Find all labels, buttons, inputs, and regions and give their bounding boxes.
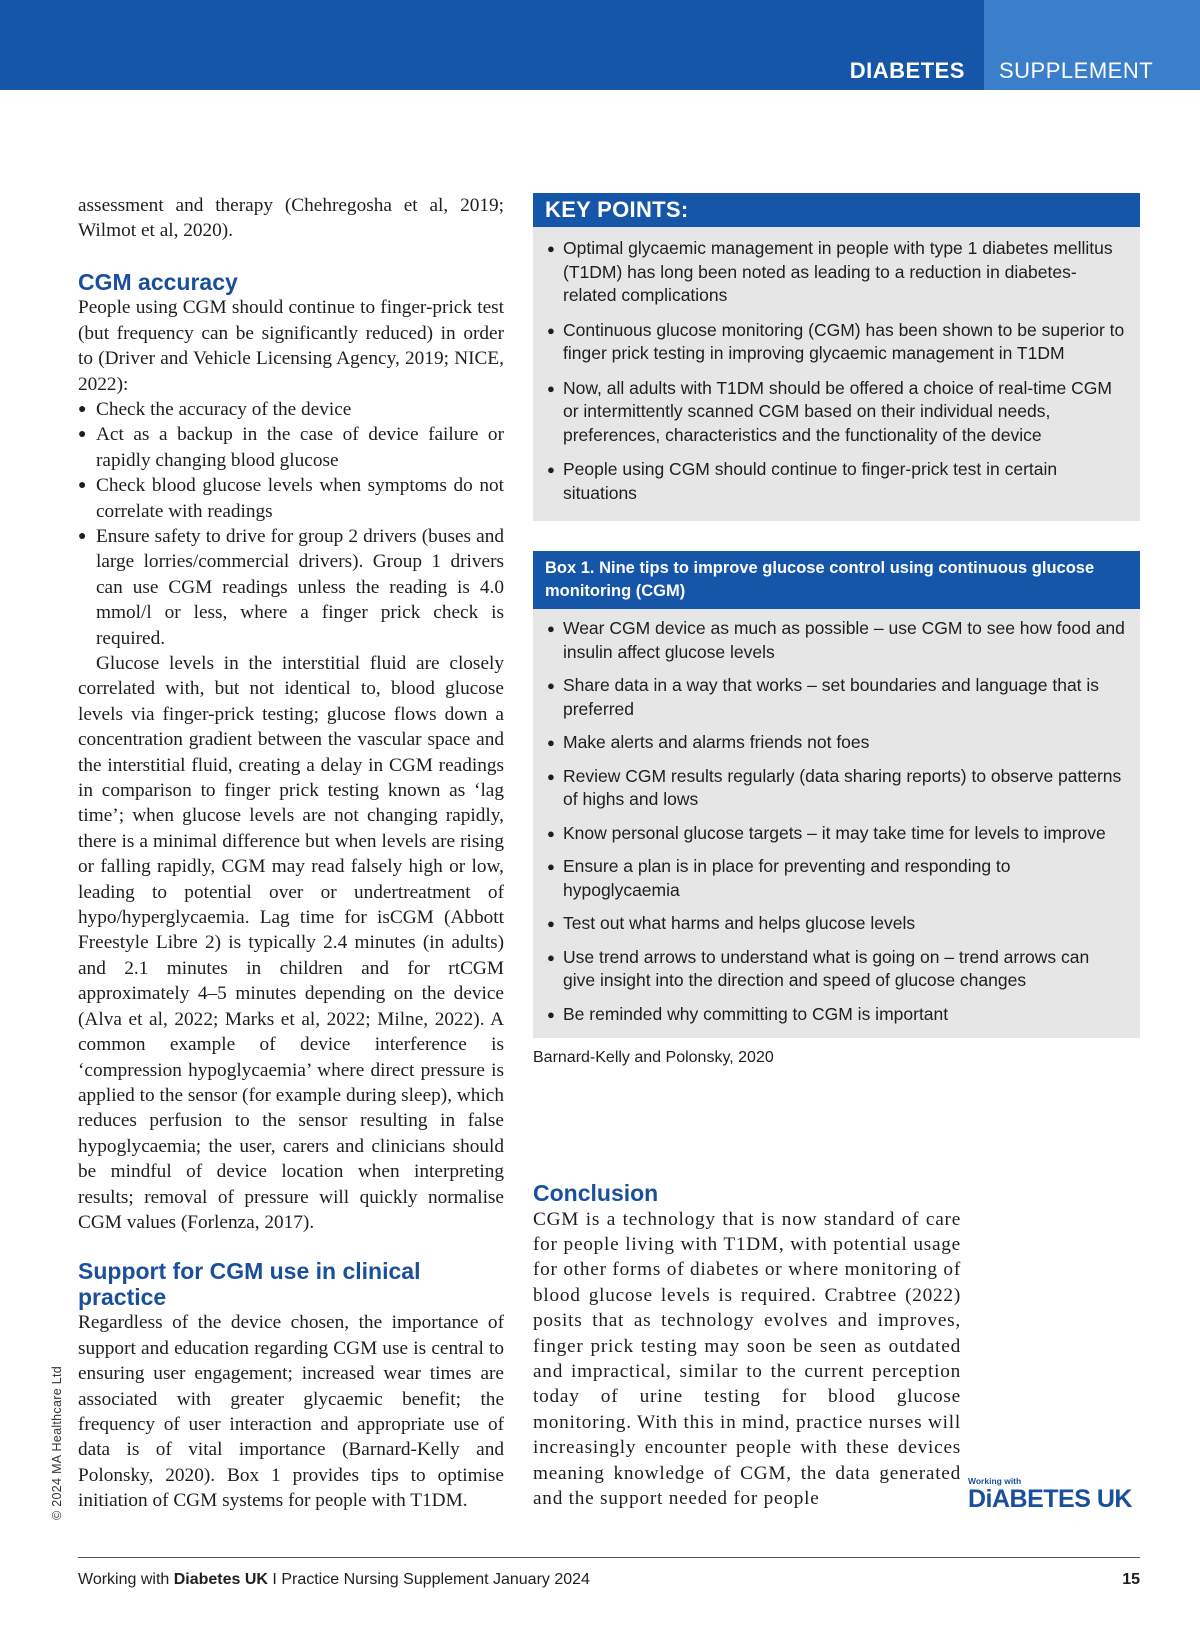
key-points-box [533, 193, 1140, 521]
diabetes-uk-logo [968, 1476, 1132, 1512]
left-column [78, 193, 504, 1514]
conclusion-heading: Conclusion [533, 1180, 659, 1206]
footer-text [78, 1571, 590, 1589]
box1-tips [533, 551, 1140, 1038]
cgm-accuracy-intro: People using CGM should continue to finger-prick test (but frequency can be significantly reduced) in order to (Driver and Vehicle Licensing Agency, 2019; NICE, 2022): [78, 297, 504, 395]
list-item: ● Be reminded why committing to CGM is important [547, 1003, 1126, 1027]
list-item: ● Share data in a way that works – set boundaries and language that is preferred [547, 674, 1126, 721]
box1-source: Barnard-Kelly and Polonsky, 2020 [533, 1049, 774, 1066]
footer-suffix: I Practice Nursing Supplement January 2024 [267, 1571, 590, 1588]
key-points-list [533, 227, 1140, 505]
list-item: ● Wear CGM device as much as possible – use CGM to see how food and insulin affect glucose levels [547, 617, 1126, 664]
list-item: ● People using CGM should continue to finger-prick test in certain situations [547, 458, 1126, 505]
conclusion-paragraph: CGM is a technology that is now standard of care for people living with T1DM, with potential usage for other forms of diabetes or where monitoring of blood glucose levels is required. Crabtree (2022) posits that as technology evolves and improves, finger prick testing may soon be seen as outdated and impractical, similar to the current perception today of urine testing for blood glucose monitoring. With this in mind, practice nurses will increasingly encounter people with these devices meaning knowledge of CGM, the data generated and the support needed for people [533, 1208, 961, 1509]
conclusion-section [533, 1181, 961, 1511]
list-item: ● Check the accuracy of the device [78, 397, 504, 422]
support-heading: Support for CGM use in clinical practice [78, 1258, 421, 1310]
list-item: ● Use trend arrows to understand what is going on – trend arrows can give insight into the direction and speed of glucose changes [547, 946, 1126, 993]
cgm-accuracy-bullets [78, 397, 504, 651]
footer-prefix: Working with [78, 1571, 174, 1588]
header-band [0, 0, 1200, 90]
logo-wordmark: DiABETES UK [968, 1485, 1132, 1513]
key-points-title: KEY POINTS: [533, 193, 1140, 227]
list-item: ● Know personal glucose targets – it may take time for levels to improve [547, 822, 1126, 846]
list-item: ● Act as a backup in the case of device failure or rapidly changing blood glucose [78, 422, 504, 473]
list-item: ● Ensure safety to drive for group 2 drivers (buses and large lorries/commercial drivers). Group 1 drivers can use CGM readings unless the reading is 4.0 mmol/l or less, where a finger prick check is required. [78, 524, 504, 651]
right-column [533, 193, 1140, 1067]
lag-time-paragraph: Glucose levels in the interstitial fluid are closely correlated with, but not identical to, blood glucose levels via finger-prick testing; glucose flows down a concentration gradient between the vascular space and the interstitial fluid, creating a delay in CGM readings in comparison to finger prick testing known as ‘lag time’; when glucose levels are not changing rapidly, there is a minimal difference but when levels are rising or falling rapidly, CGM may read falsely high or low, leading to potential over or undertreatment of hypo/hyperglycaemia. Lag time for isCGM (Abbott Freestyle Libre 2) is typically 2.4 minutes (in adults) and 2.1 minutes in children and for rtCGM approximately 4–5 minutes depending on the device (Alva et al, 2022; Marks et al, 2022; Milne, 2022). A common example of device interference is ‘compression hypoglycaemia’ where direct pressure is applied to the sensor (for example during sleep), which reduces perfusion to the sensor resulting in false hypoglycaemia; the user, carers and clinicians should be mindful of device location when interpreting results; removal of pressure will quickly normalise CGM values (Forlenza, 2017). [78, 653, 504, 1233]
header-title-diabetes: DIABETES [849, 58, 965, 83]
cgm-accuracy-heading: CGM accuracy [78, 268, 238, 295]
page-number: 15 [1122, 1571, 1140, 1588]
list-item: ● Make alerts and alarms friends not foes [547, 731, 1126, 755]
list-item: ● Ensure a plan is in place for preventing and responding to hypoglycaemia [547, 855, 1126, 902]
header-title-supplement: SUPPLEMENT [999, 58, 1154, 83]
box1-list [533, 617, 1140, 1026]
footer-brand: Diabetes UK [173, 1571, 268, 1588]
list-item: ● Continuous glucose monitoring (CGM) has been shown to be superior to finger prick testing in improving glycaemic management in T1DM [547, 319, 1126, 366]
list-item: ● Review CGM results regularly (data sharing reports) to observe patterns of highs and lows [547, 765, 1126, 812]
list-item: ● Now, all adults with T1DM should be offered a choice of real-time CGM or intermittently scanned CGM based on their individual needs, preferences, characteristics and the functionality of the device [547, 377, 1126, 448]
support-paragraph: Regardless of the device chosen, the importance of support and education regarding CGM use is central to ensuring user engagement; increased wear times are associated with greater glycaemic benefit; the frequency of user interaction and appropriate use of data is of vital importance (Barnard-Kelly and Polonsky, 2020). Box 1 provides tips to optimise initiation of CGM systems for people with T1DM. [78, 1312, 504, 1512]
footer-divider [78, 1557, 1140, 1558]
copyright-notice: © 2024 MA Healthcare Ltd [50, 1366, 64, 1520]
list-item: ● Check blood glucose levels when symptoms do not correlate with readings [78, 473, 504, 524]
intro-paragraph: assessment and therapy (Chehregosha et al, 2019; Wilmot et al, 2020). [78, 195, 504, 242]
list-item: ● Test out what harms and helps glucose levels [547, 912, 1126, 936]
logo-tagline: Working with [968, 1476, 1022, 1486]
box1-title: Box 1. Nine tips to improve glucose control using continuous glucose monitoring (CGM) [533, 551, 1140, 609]
list-item: ● Optimal glycaemic management in people with type 1 diabetes mellitus (T1DM) has long been noted as leading to a reduction in diabetes-related complications [547, 237, 1126, 308]
